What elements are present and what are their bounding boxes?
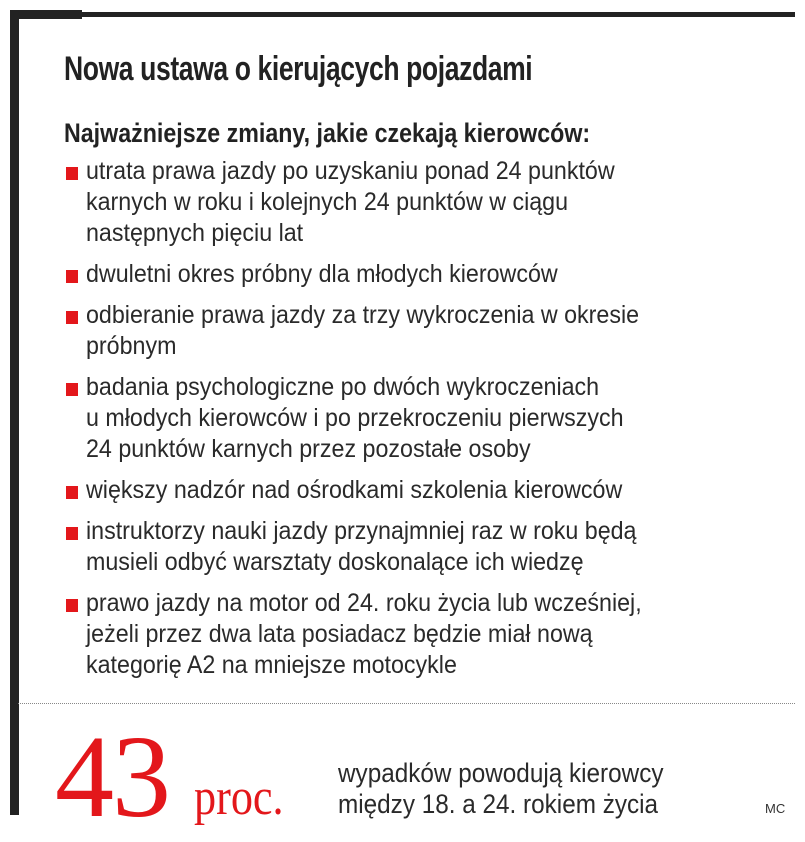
dotted-divider — [18, 703, 795, 704]
changes-list — [64, 156, 794, 691]
list-item-line: następnych pięciu lat — [86, 219, 304, 247]
author-credit: MC — [765, 801, 786, 816]
list-item-line: utrata prawa jazdy po uzyskaniu ponad 24 punktów — [86, 157, 615, 185]
list-item — [64, 372, 794, 465]
list-item — [64, 259, 794, 290]
red-square-bullet-icon — [66, 486, 78, 499]
list-item-line: u młodych kierowców i po przekroczeniu pierwszych — [86, 404, 624, 432]
list-item-line: odbieranie prawa jazdy za trzy wykroczenia w okresie — [86, 301, 640, 329]
stat-unit: proc. — [194, 769, 284, 826]
list-item-line: jeżeli przez dwa lata posiadacz będzie miał nową — [86, 620, 593, 648]
list-item — [64, 475, 794, 506]
list-item-line: prawo jazdy na motor od 24. roku życia lub wcześniej, — [86, 589, 642, 617]
list-item — [64, 588, 794, 681]
list-item-line: 24 punktów karnych przez pozostałe osoby — [86, 435, 531, 463]
stat-value: 43 — [55, 711, 169, 842]
red-square-bullet-icon — [66, 167, 78, 180]
list-item-line: dwuletni okres próbny dla młodych kierowców — [86, 260, 558, 288]
list-item — [64, 156, 794, 249]
red-square-bullet-icon — [66, 311, 78, 324]
frame-top-bar — [10, 12, 795, 17]
list-item-line: próbnym — [86, 332, 177, 360]
red-square-bullet-icon — [66, 599, 78, 612]
red-square-bullet-icon — [66, 383, 78, 396]
subtitle: Najważniejsze zmiany, jakie czekają kierowców: — [64, 118, 591, 148]
list-item-line: kategorię A2 na mniejsze motocykle — [86, 651, 457, 679]
red-square-bullet-icon — [66, 527, 78, 540]
list-item-line: większy nadzór nad ośrodkami szkolenia kierowców — [86, 476, 623, 504]
list-item — [64, 300, 794, 362]
stat-description — [338, 758, 664, 820]
stat-line: między 18. a 24. rokiem życia — [338, 789, 659, 819]
page-title: Nowa ustawa o kierujących pojazdami — [64, 50, 533, 88]
list-item-line: badania psychologiczne po dwóch wykroczeniach — [86, 373, 600, 401]
list-item-line: instruktorzy nauki jazdy przynajmniej raz w roku będą — [86, 517, 637, 545]
stat-line: wypadków powodują kierowcy — [338, 758, 664, 788]
red-square-bullet-icon — [66, 270, 78, 283]
list-item — [64, 516, 794, 578]
frame-left-bar — [10, 10, 19, 815]
list-item-line: karnych w roku i kolejnych 24 punktów w ciągu — [86, 188, 569, 216]
list-item-line: musieli odbyć warsztaty doskonalące ich wiedzę — [86, 548, 584, 576]
